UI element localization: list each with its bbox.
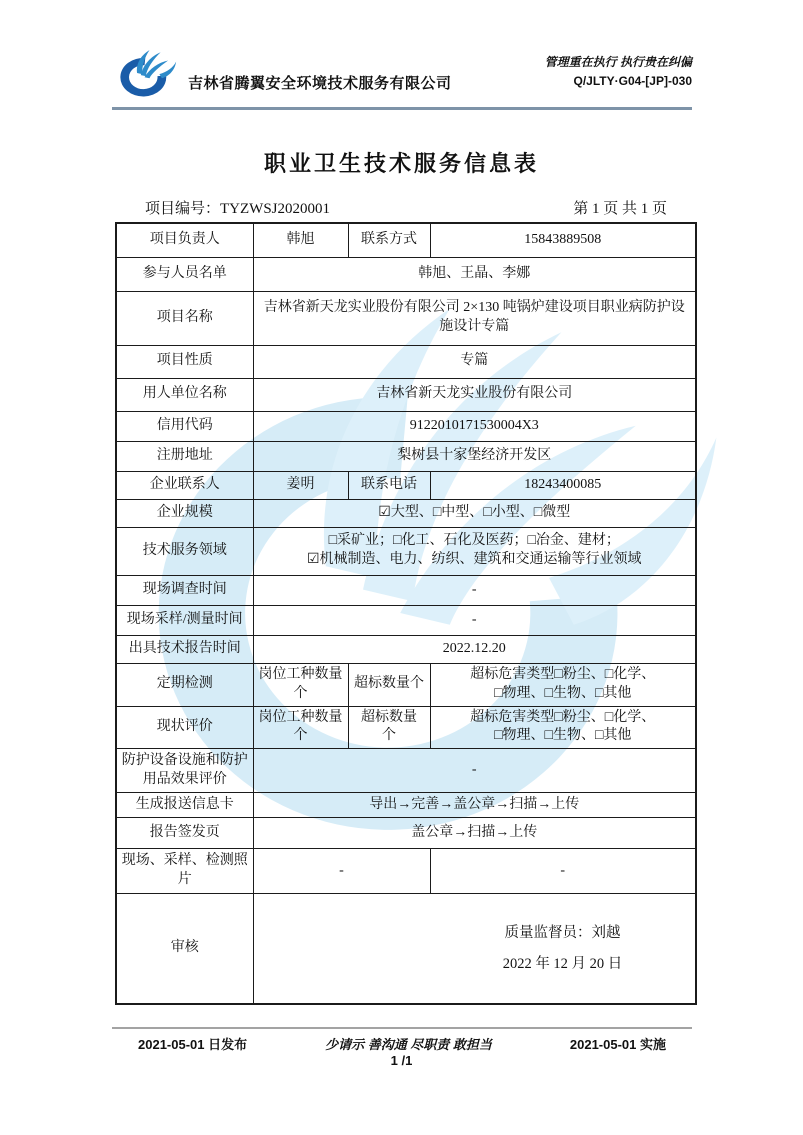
row-label: 项目负责人 [116,223,253,257]
row-label: 项目性质 [116,345,253,378]
over-limit-line2: 个 [382,728,396,744]
cell-value: 盖公章→扫描→上传 [253,818,696,849]
cell-value: 9122010171530004X3 [253,411,696,441]
row-label: 项目名称 [116,291,253,345]
row-label: 注册地址 [116,441,253,471]
header-right-block [545,53,692,90]
cell-value-checkboxes [253,527,696,575]
table-row-registered-address [116,441,696,471]
cell-value: 韩旭、王晶、李娜 [253,257,696,291]
row-label: 现场调查时间 [116,575,253,605]
table-row-company-scale [116,499,696,527]
cell-value-checkboxes: ☑大型、□中型、□小型、□微型 [253,499,696,527]
cell-value: 吉林省新天龙实业股份有限公司 [253,378,696,411]
cell-value: 专篇 [253,345,696,378]
over-limit-line1: 超标数量 [361,709,417,725]
hazard-type-line2: □物理、□生物、□其他 [494,728,632,744]
hazard-type-line1: 超标危害类型□粉尘、□化学、 [470,666,656,682]
post-count-line1: 岗位工种数量 [258,709,343,725]
cell-value-checkboxes [430,706,696,749]
row-label: 报告签发页 [116,818,253,849]
cell-value: - [253,749,696,793]
table-row-protection-evaluation [116,749,696,793]
post-count-line2: 个 [293,685,308,701]
cell-value [348,706,430,749]
hazard-type-line2: □物理、□生物、□其他 [494,685,632,701]
service-field-line1: □采矿业；□化工、石化及医药；□冶金、建材； [328,533,620,549]
table-row-project-type [116,345,696,378]
row-label: 生成报送信息卡 [116,793,253,818]
table-row-photos [116,849,696,894]
info-table [115,222,697,1005]
row-label: 企业规模 [116,499,253,527]
table-row-site-survey-time [116,575,696,605]
row-label: 定期检测 [116,663,253,706]
table-row-periodic-testing [116,663,696,706]
cell-value: 梨树县十家堡经济开发区 [253,441,696,471]
table-row-info-card [116,793,696,818]
row-label: 信用代码 [116,411,253,441]
row-label: 现状评价 [116,706,253,749]
row-label: 防护设备设施和防护用品效果评价 [116,749,253,793]
cell-value: 韩旭 [253,223,348,257]
company-name: 吉林省腾翼安全环境技术服务有限公司 [188,75,452,92]
post-count-line2: 个 [293,728,308,744]
row-label: 技术服务领域 [116,527,253,575]
quality-supervisor: 质量监督员：刘越 [504,925,621,942]
cell-value: 15843889508 [430,223,696,257]
table-row-review [116,894,696,1004]
footer-rule [112,1027,692,1029]
cell-value: - [253,575,696,605]
table-row-sampling-time [116,605,696,635]
table-row-report-time [116,635,696,663]
row-label: 现场采样/测量时间 [116,605,253,635]
release-date: 2021-05-01 日发布 [138,1037,248,1052]
footer-motto: 少请示 善沟通 尽职责 敢担当 [325,1037,492,1052]
post-count-line1: 岗位工种数量 [258,666,343,682]
header-rule [112,107,692,110]
row-label: 联系方式 [348,223,430,257]
page-indicator: 第 1 页 共 1 页 [573,201,667,217]
header-slogan: 管理重在执行 执行贵在纠偏 [544,55,692,69]
table-row-company-contact [116,471,696,499]
cell-value: 吉林省新天龙实业股份有限公司 2×130 吨锅炉建设项目职业病防护设施设计专篇 [253,291,696,345]
row-label: 用人单位名称 [116,378,253,411]
row-label: 审核 [116,894,253,1004]
table-row-status-evaluation [116,706,696,749]
table-row-participants [116,257,696,291]
cell-value: - [430,849,696,894]
row-label: 出具技术报告时间 [116,635,253,663]
cell-value: 导出→完善→盖公章→扫描→上传 [253,793,696,818]
hazard-type-line1: 超标危害类型□粉尘、□化学、 [470,709,656,725]
table-row-report-signature-page [116,818,696,849]
cell-value [253,663,348,706]
row-label: 参与人员名单 [116,257,253,291]
cell-value: - [253,849,430,894]
cell-value: 2022.12.20 [253,635,696,663]
cell-value [253,894,696,1004]
company-logo-icon [116,46,178,98]
cell-value: 18243400085 [430,471,696,499]
cell-value: 姜明 [253,471,348,499]
row-label: 现场、采样、检测照片 [116,849,253,894]
page-number: 1 /1 [390,1053,413,1068]
meta-row [145,197,667,218]
table-row-project-name [116,291,696,345]
cell-value: 超标数量个 [348,663,430,706]
page-header [112,44,692,106]
project-number: 项目编号：TYZWSJ2020001 [145,201,330,217]
row-label: 企业联系人 [116,471,253,499]
table-row-credit-code [116,411,696,441]
review-signature-block [483,918,643,979]
cell-value-checkboxes [430,663,696,706]
implement-date: 2021-05-01 实施 [569,1037,666,1052]
page-title: 职业卫生技术服务信息表 [263,151,539,176]
doc-code: Q/JLTY·G04-[JP]-030 [573,73,692,88]
row-label: 联系电话 [348,471,430,499]
table-row-service-field [116,527,696,575]
cell-value [253,706,348,749]
review-date: 2022 年 12 月 20 日 [502,955,623,972]
table-row-project-leader [116,223,696,257]
table-row-employer-name [116,378,696,411]
page-footer [138,1034,666,1053]
cell-value: - [253,605,696,635]
service-field-line2: ☑机械制造、电力、纺织、建筑和交通运输等行业领域 [306,552,642,567]
